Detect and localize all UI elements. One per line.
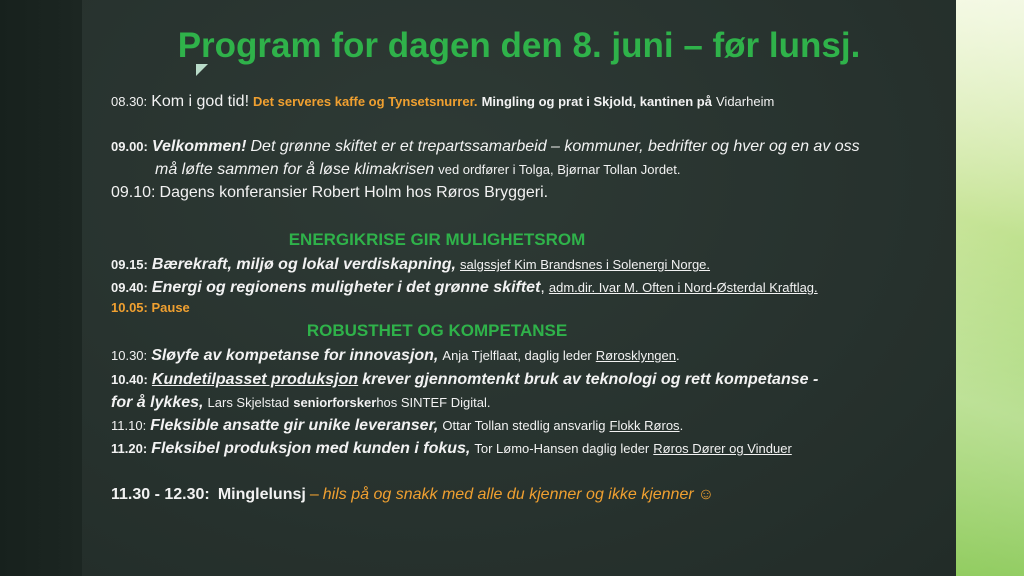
item-title-rest: krever gjennomtenkt bruk av teknologi og rett kompetanse - [362,371,819,388]
item-speaker: Lars Skjelstad [207,395,290,410]
item-time: 10.40: [111,372,148,387]
item-time: 09.10: [111,184,156,201]
item-end: . [676,348,680,363]
item-title: Fleksibel produksjon med kunden i fokus, [151,440,471,457]
item-time: 10.30: [111,348,148,363]
item-end: . [679,418,684,433]
item-role: seniorforsker [293,395,377,410]
item-time: 09.40: [111,280,148,295]
section-heading-robust: ROBUSTHET OG KOMPETANSE [306,321,568,340]
item-speaker: Ottar Tollan stedlig ansvarlig [442,418,606,433]
right-decorative-strip [956,0,1024,576]
item-time: 09.15: [111,257,148,272]
item-time: 11.10: [111,418,147,433]
item-1110 [111,417,683,435]
item-text: hils på og snakk med alle du kjenner og ikke kjenner [322,486,694,503]
item-title: Bærekraft, miljø og lokal verdiskapning, [151,256,456,273]
item-speaker: ved ordfører i Tolga, Bjørnar Tollan Jordet. [438,162,681,177]
corner-triangle-decoration [196,64,208,76]
item-0830 [111,93,774,111]
item-org: Røros Dører og Vinduer [653,441,792,456]
item-1040 [111,371,818,389]
item-org: hos SINTEF Digital. [376,395,491,410]
item-text: Dagens konferansier Robert Holm hos Røros Bryggeri. [159,184,549,201]
item-title: Sløyfe av kompetanse for innovasjon, [151,347,439,364]
item-1130 [111,486,714,504]
item-title: Velkommen! [151,138,247,155]
item-time: 09.00: [111,139,148,154]
item-pause: 10.05: Pause [111,300,190,315]
item-1030 [111,347,680,365]
item-org: Flokk Røros [609,418,680,433]
right-strip-sheen [956,0,1024,576]
item-title: Minglelunsj [217,486,306,503]
item-0940 [111,279,818,297]
smiley-icon: ☺ [697,486,715,503]
item-title-underlined: Kundetilpasset produksjon [151,371,359,388]
item-time: 08.30: [111,94,148,109]
item-text: må løfte sammen for å løse klimakrisen [155,161,435,178]
item-1040-line2 [111,394,490,412]
item-time: 11.30 - 12.30: [111,486,210,503]
item-0900 [111,138,860,156]
item-title: Energi og regionens muligheter i det grønne skiftet [151,279,541,296]
item-title: Fleksible ansatte gir unike leveranser, [150,417,439,434]
item-dash: – [309,486,319,503]
item-text: for å lykkes, [111,394,204,411]
item-text: Det grønne skiftet er et trepartssamarbeid – kommuner, bedrifter og hver og en av oss [250,138,860,155]
item-1120 [111,440,792,458]
item-time: 11.20: [111,441,148,456]
item-place: Vidarheim [716,94,775,109]
slide-title: Program for dagen den 8. juni – før lunsj. [177,26,861,65]
left-border-strip [0,0,82,576]
item-speaker: salgssjef Kim Brandsnes i Solenergi Norge. [460,257,711,272]
item-0900-line2 [155,161,681,179]
item-comma: , [540,279,545,296]
item-speaker: adm.dir. Ivar M. Often i Nord-Østerdal Kraftlag. [548,280,818,295]
item-speaker: Tor Lømo-Hansen daglig leder [474,441,650,456]
item-note: Det serveres kaffe og Tynsetsnurrer. [253,94,478,109]
item-speaker: Anja Tjelflaat, daglig leder [442,348,592,363]
item-0910 [111,184,548,202]
section-heading-energy: ENERGIKRISE GIR MULIGHETSROM [288,230,586,249]
item-title: Kom i god tid! [151,93,250,110]
item-detail: Mingling og prat i Skjold, kantinen på [481,94,712,109]
item-0915 [111,256,710,274]
item-org: Rørosklyngen [595,348,676,363]
